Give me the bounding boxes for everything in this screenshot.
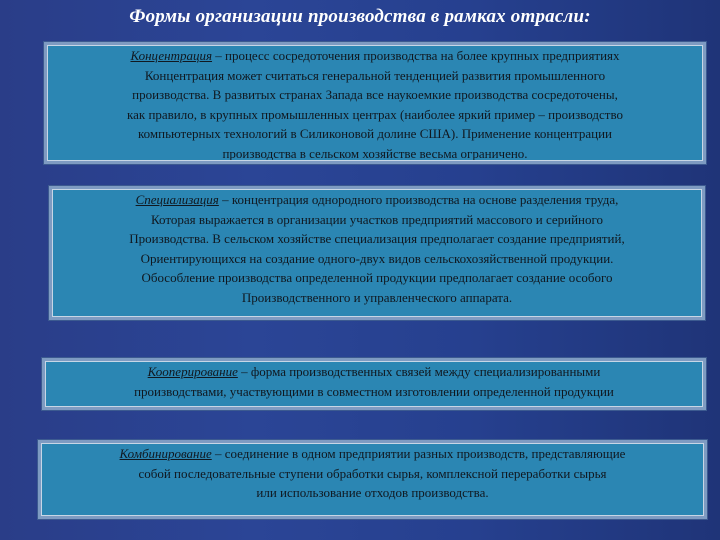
block-term: Кооперирование [147,364,238,379]
specialization-block [52,189,702,317]
block-first-line [48,46,702,66]
block-line: производства в сельском хозяйстве весьма ограничено. [222,145,528,161]
cooperation-block [45,361,703,407]
combination-block [41,443,704,516]
block-line: Концентрация может считаться генеральной тенденцией развития промышленного [144,67,606,83]
block-line: Обособление производства определенной продукции предполагает создание особого [141,270,613,285]
block-line: Ориентирующихся на создание одного-двух видов сельскохозяйственной продукции. [140,250,614,266]
block-first-rest: – соединение в одном предприятии разных производств, представляющие [211,446,626,461]
block-term: Комбинирование [119,446,212,461]
block-first-rest: – форма производственных связей между специализированными [237,364,601,379]
slide-title: Формы организации производства в рамках отрасли: [129,6,591,27]
block-first-rest: – концентрация однородного производства на основе разделения труда, [218,192,619,207]
block-line: производствами, участвующими в совместном изготовлении определенной продукции [134,383,614,399]
block-line: Которая выражается в организации участков предприятий массового и серийного [150,211,604,227]
block-first-rest: – процесс сосредоточения производства на более крупных предприятиях [212,48,620,63]
block-line: собой последовательные ступени обработки сырья, комплексной переработки сырья [138,465,607,481]
block-term: Концентрация [130,48,213,63]
block-line: или использование отходов производства. [256,485,489,500]
block-line: производства. В развитых странах Запада все наукоемкие производства сосредоточены, [132,87,618,102]
block-line: Производства. В сельском хозяйстве специализация предполагает создание предприятий, [129,231,625,246]
block-first-line [42,444,703,464]
block-line: Производственного и управленческого аппарата. [241,289,513,305]
block-first-line [46,362,702,382]
block-first-line [53,190,701,210]
block-line: как правило, в крупных промышленных центрах (наиболее яркий пример – производство [126,106,624,122]
concentration-block [47,45,703,161]
block-line: компьютерных технологий в Силиконовой долине США). Применение концентрации [138,126,612,141]
block-term: Специализация [135,192,219,207]
